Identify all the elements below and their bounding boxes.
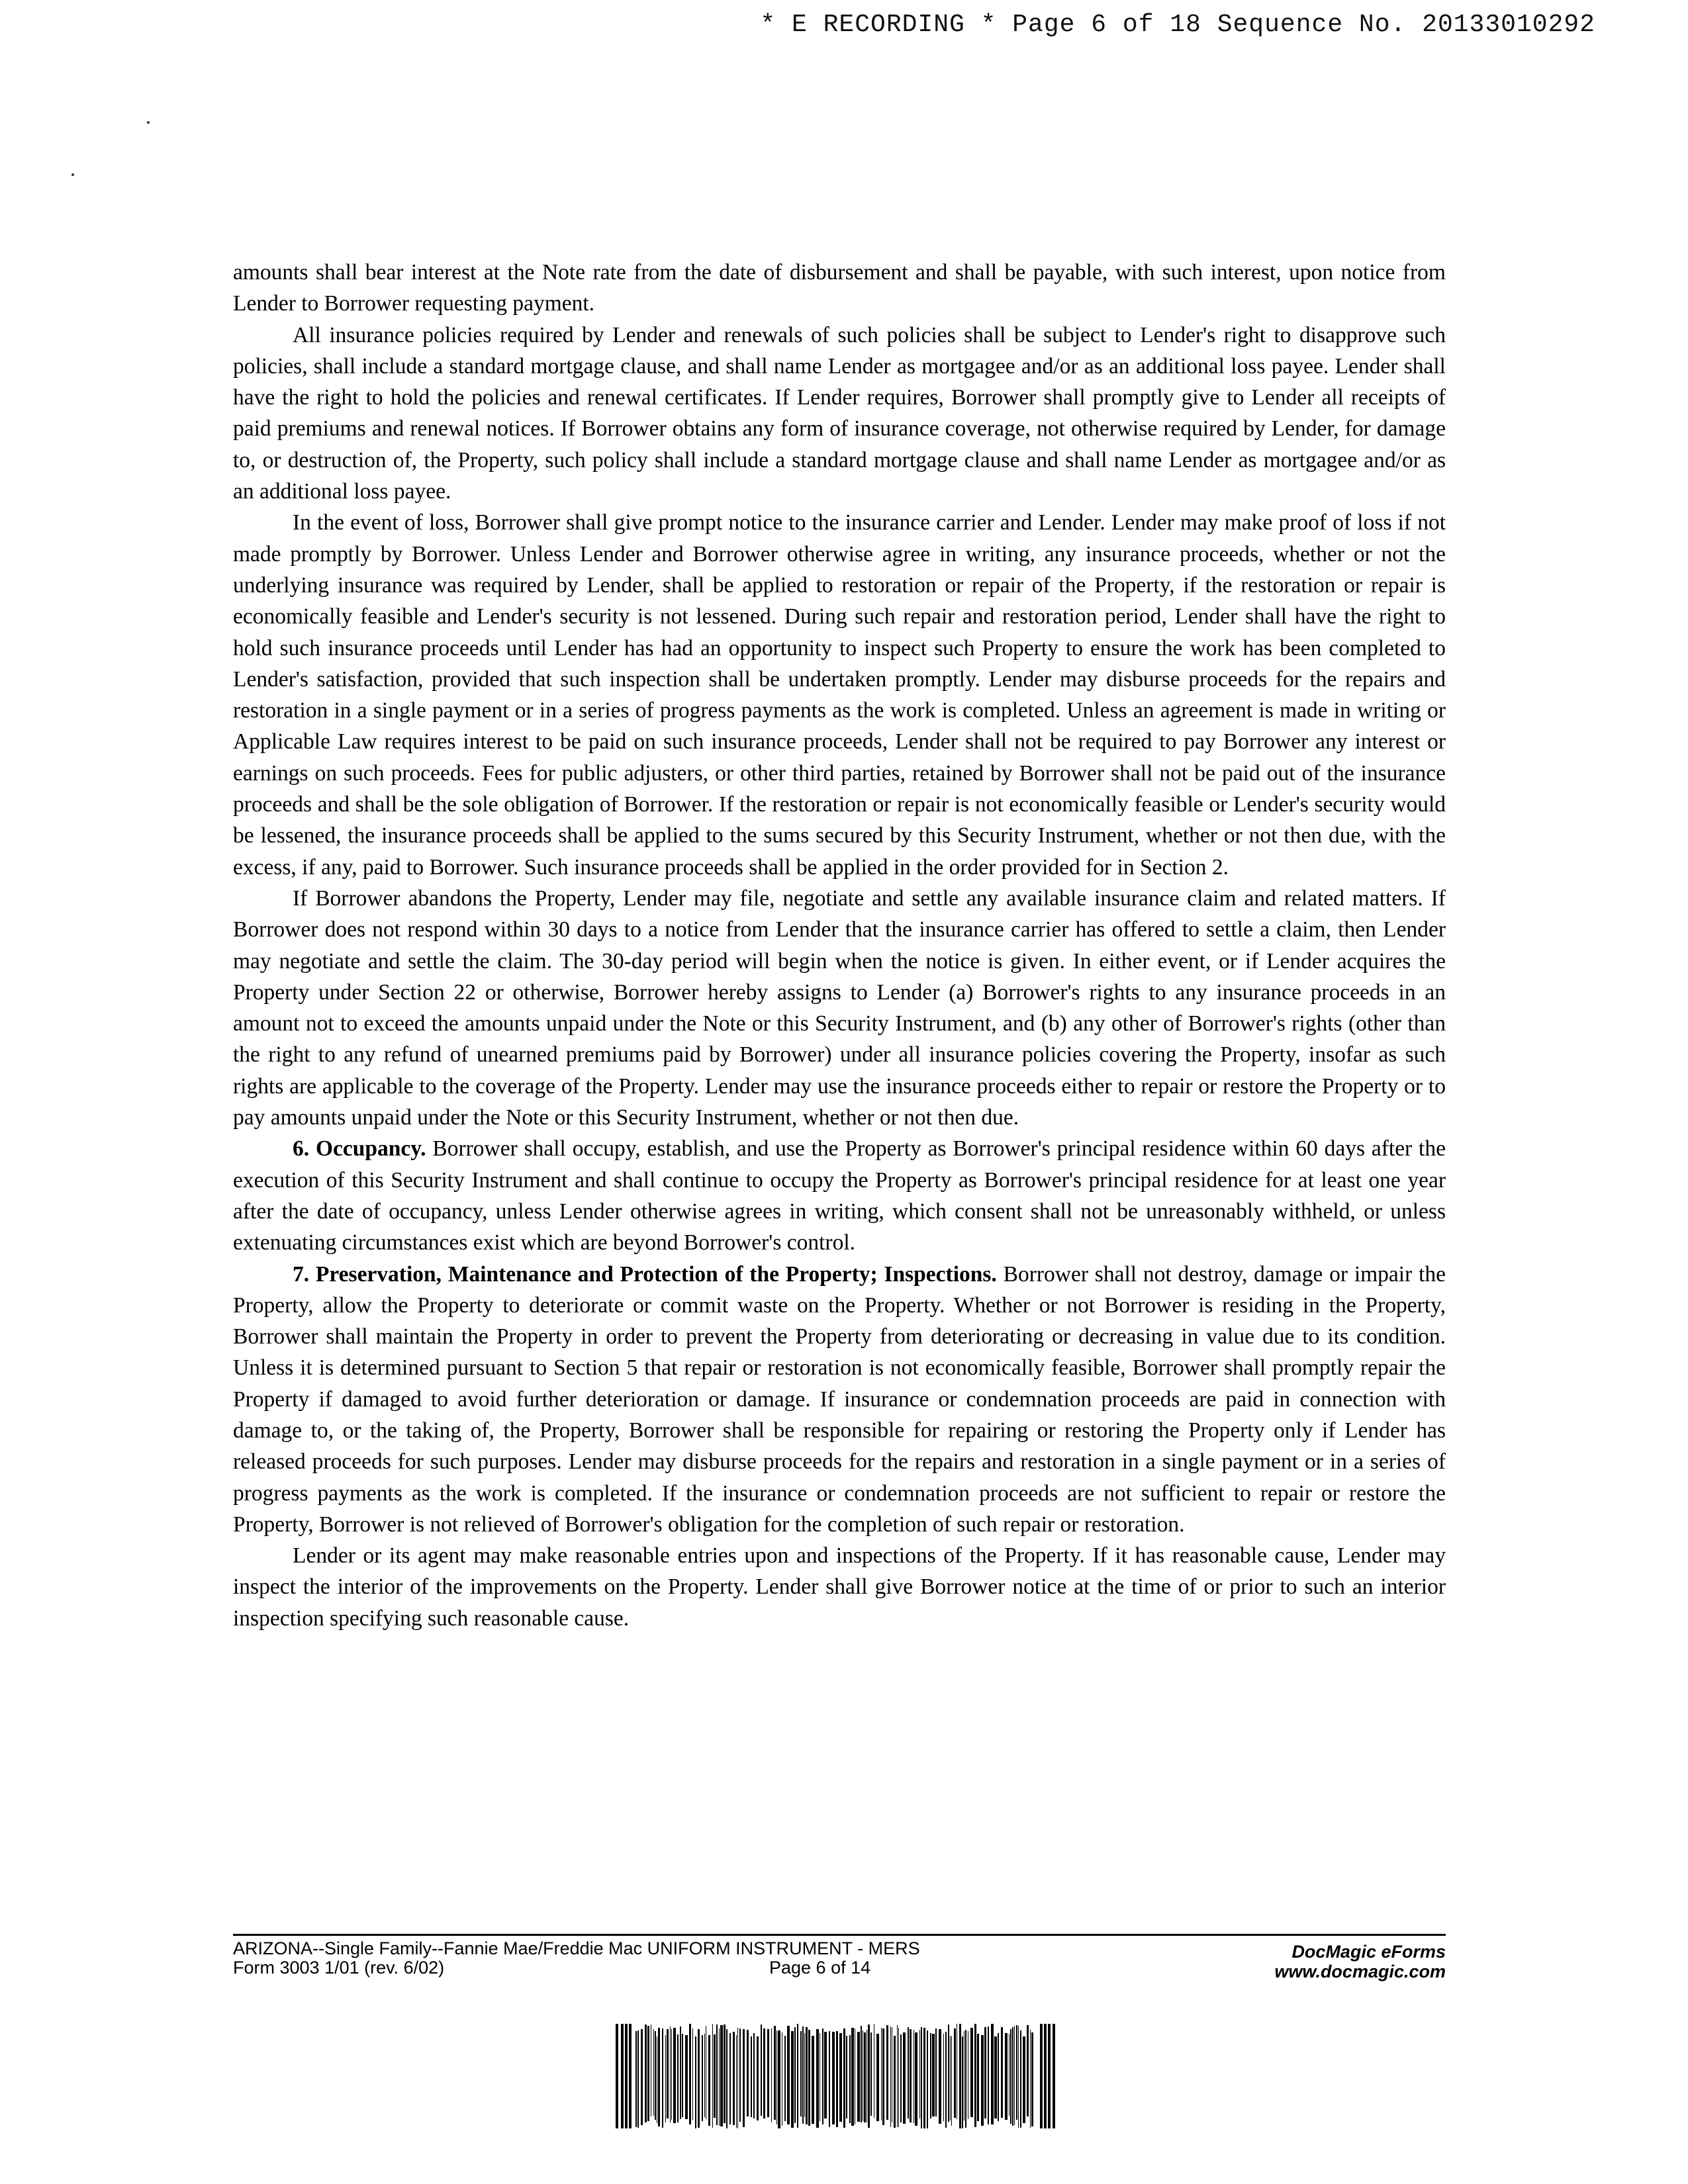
docmagic-website: www.docmagic.com — [1274, 1962, 1446, 1981]
form-number-line — [233, 1958, 1160, 1978]
recording-header: * E RECORDING * Page 6 of 18 Sequence No. 20133010292 — [760, 11, 1595, 39]
paragraph-continuation: amounts shall bear interest at the Note rate from the date of disbursement and shall be payable, with such interest, upon notice from Lender to Borrower requesting payment. — [233, 260, 1446, 316]
paragraph-abandonment: If Borrower abandons the Property, Lender may file, negotiate and settle any available insurance claim and related matters. If Borrower does not respond within 30 days to a notice from Lender that the insurance carrier has offered to settle a claim, then Lender may negotiate and settle the claim. The 30-day period will begin when the notice is given. In either event, or if Lender acquires the Property under Section 22 or otherwise, Borrower hereby assigns to Lender (a) Borrower's rights to any insurance proceeds in an amount not to exceed the amounts unpaid under the Note or this Security Instrument, and (b) any other of Borrower's rights (other than the right to any refund of unearned premiums paid by Borrower) under all insurance policies covering the Property, insofar as such rights are applicable to the coverage of the Property. Lender may use the insurance proceeds either to repair or restore the Property or to pay amounts unpaid under the Note or this Security Instrument, whether or not then due. — [233, 886, 1446, 1130]
section-7-text: Borrower shall not destroy, damage or impair the Property, allow the Property to deteriorate or commit waste on the Property. Whether or not Borrower is residing in the Property, Borrower shall maintain the Property in order to prevent the Property from deteriorating or decreasing in value due to its condition. Unless it is determined pursuant to Section 5 that repair or restoration is not economically feasible, Borrower shall promptly repair the Property if damaged to avoid further deterioration or damage. If insurance or condemnation proceeds are paid in connection with damage to, or the taking of, the Property, Borrower shall be responsible for repairing or restoring the Property only if Lender has released proceeds for such purposes. Lender may disburse proceeds for the repairs and restoration in a single payment or in a series of progress payments as the work is completed. If the insurance or condemnation proceeds are not sufficient to repair or restore the Property, Borrower is not relieved of Borrower's obligation for the completion of such repair or restoration. — [233, 1261, 1446, 1537]
form-title: ARIZONA--Single Family--Fannie Mae/Freddie Mac UNIFORM INSTRUMENT - MERS — [233, 1938, 920, 1958]
barcode-icon — [616, 2024, 1056, 2128]
section-7-preservation — [233, 1259, 1446, 1541]
section-6-heading: 6. Occupancy. — [293, 1136, 426, 1161]
scan-speck — [147, 121, 150, 124]
scan-speck — [71, 173, 74, 176]
section-6-text: Borrower shall occupy, establish, and use the Property as Borrower's principal residence within 60 days after the execution of this Security Instrument and shall continue to occupy the Property as Borrower's principal residence for at least one year after the date of occupancy, unless Lender otherwise agrees in writing, which consent shall not be unreasonably withheld, or unless extenuating circumstances exist which are beyond Borrower's control. — [233, 1136, 1446, 1255]
paragraph-insurance-policies: All insurance policies required by Lender and renewals of such policies shall be subject to Lender's right to disapprove such policies, shall include a standard mortgage clause, and shall name Lender as mortgagee and/or as an additional loss payee. Lender shall have the right to hold the policies and renewal certificates. If Lender requires, Borrower shall promptly give to Lender all receipts of paid premiums and renewal notices. If Borrower obtains any form of insurance coverage, not otherwise required by Lender, for damage to, or destruction of, the Property, such policy shall include a standard mortgage clause and shall name Lender as mortgagee and/or as an additional loss payee. — [233, 322, 1446, 504]
page-number: Page 6 of 14 — [769, 1958, 871, 1978]
section-7-heading: 7. Preservation, Maintenance and Protection of the Property; Inspections. — [293, 1261, 997, 1287]
form-number: Form 3003 1/01 (rev. 6/02) — [233, 1958, 445, 1978]
docmagic-logo: DocMagic eForms — [1291, 1942, 1446, 1962]
paragraph-event-of-loss: In the event of loss, Borrower shall give prompt notice to the insurance carrier and Lender. Lender may make proof of loss if not made promptly by Borrower. Unless Lender and Borrower otherwise agree in writing, any insurance proceeds, whether or not the underlying insurance was required by Lender, shall be applied to restoration or repair of the Property, if the restoration or repair is economically feasible and Lender's security is not lessened. During such repair and restoration period, Lender shall have the right to hold such insurance proceeds until Lender has had an opportunity to inspect such Property to ensure the work has been completed to Lender's satisfaction, provided that such inspection shall be undertaken promptly. Lender may disburse proceeds for the repairs and restoration in a single payment or in a series of progress payments as the work is completed. Unless an agreement is made in writing or Applicable Law requires interest to be paid on such insurance proceeds, Lender shall not be required to pay Borrower any interest or earnings on such proceeds. Fees for public adjusters, or other third parties, retained by Borrower shall not be paid out of the insurance proceeds and shall be the sole obligation of Borrower. If the restoration or repair is not economically feasible or Lender's security would be lessened, the insurance proceeds shall be applied to the sums secured by this Security Instrument, whether or not then due, with the excess, if any, paid to Borrower. Such insurance proceeds shall be applied in the order provided for in Section 2. — [233, 510, 1446, 880]
footer-divider — [233, 1934, 1446, 1936]
footer-form-info — [233, 1939, 1160, 1978]
footer-brand — [1274, 1942, 1446, 1981]
section-6-occupancy — [233, 1133, 1446, 1258]
document-body — [233, 257, 1446, 1634]
paragraph-inspections: Lender or its agent may make reasonable entries upon and inspections of the Property. If it has reasonable cause, Lender may inspect the interior of the improvements on the Property. Lender shall give Borrower notice at the time of or prior to such an interior inspection specifying such reasonable cause. — [233, 1543, 1446, 1631]
